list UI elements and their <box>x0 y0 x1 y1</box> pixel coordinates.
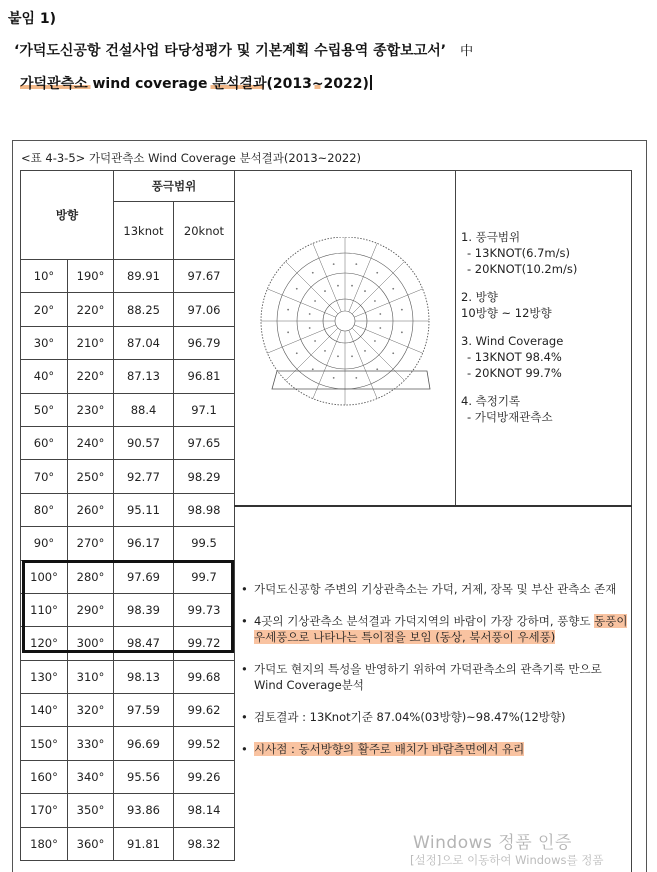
coverage-20knot-cell: 99.5 <box>174 527 235 560</box>
table-row <box>21 360 235 393</box>
table-row <box>21 760 235 793</box>
coverage-13knot-cell: 97.59 <box>114 694 174 727</box>
activation-watermark-hint[interactable]: [설정]으로 이동하여 Windows를 정품 <box>410 853 604 867</box>
wind-rose-grid <box>261 237 429 405</box>
finding-result <box>241 709 631 725</box>
coverage-20knot-cell: 98.29 <box>174 460 235 493</box>
rose-frequency-mark <box>401 331 403 333</box>
opposite-direction-cell: 260° <box>68 493 114 526</box>
coverage-13knot-cell: 95.56 <box>114 760 174 793</box>
rose-ring <box>335 311 355 331</box>
coverage-13knot-cell: 89.91 <box>114 260 174 293</box>
coverage-20knot-cell: 99.73 <box>174 593 235 626</box>
coverage-13knot-cell: 95.11 <box>114 493 174 526</box>
coverage-13knot-cell: 98.39 <box>114 593 174 626</box>
rose-frequency-mark <box>337 285 339 287</box>
note-direction <box>461 289 577 321</box>
rose-frequency-mark <box>376 272 378 274</box>
direction-cell: 30° <box>21 326 68 359</box>
finding-method <box>241 661 631 693</box>
opposite-direction-cell: 300° <box>68 627 114 660</box>
header-direction: 방향 <box>21 171 114 260</box>
coverage-13knot-cell: 90.57 <box>114 426 174 459</box>
direction-cell: 20° <box>21 293 68 326</box>
note-1-b: - 20KNOT(10.2m/s) <box>467 262 578 276</box>
direction-cell: 70° <box>21 460 68 493</box>
table-caption: <표 4-3-5> 가덕관측소 Wind Coverage 분석결과(2013~2022) <box>21 151 362 165</box>
direction-cell: 180° <box>21 827 68 860</box>
opposite-direction-cell: 230° <box>68 393 114 426</box>
table-row <box>21 660 235 693</box>
rose-frequency-mark <box>355 377 357 379</box>
opposite-direction-cell: 190° <box>68 260 114 293</box>
coverage-13knot-cell: 88.25 <box>114 293 174 326</box>
coverage-20knot-cell: 99.26 <box>174 760 235 793</box>
coverage-13knot-cell: 98.13 <box>114 660 174 693</box>
table-row <box>21 426 235 459</box>
coverage-13knot-cell: 97.69 <box>114 560 174 593</box>
coverage-13knot-cell: 91.81 <box>114 827 174 860</box>
table-row <box>21 493 235 526</box>
opposite-direction-cell: 280° <box>68 560 114 593</box>
rose-frequency-mark <box>392 288 394 290</box>
coverage-20knot-cell: 97.65 <box>174 426 235 459</box>
note-2-a: 10방향 ~ 12방향 <box>461 306 552 320</box>
coverage-20knot-cell: 98.98 <box>174 493 235 526</box>
rose-frequency-mark <box>401 309 403 311</box>
direction-cell: 110° <box>21 593 68 626</box>
table-row <box>21 527 235 560</box>
rose-frequency-mark <box>314 300 316 302</box>
rose-sector-line <box>286 328 338 380</box>
coverage-20knot-cell: 97.1 <box>174 393 235 426</box>
coverage-20knot-cell: 97.06 <box>174 293 235 326</box>
note-1-a: - 13KNOT(6.7m/s) <box>467 246 570 260</box>
note-3-b: - 20KNOT 99.7% <box>467 366 562 380</box>
opposite-direction-cell: 330° <box>68 727 114 760</box>
opposite-direction-cell: 360° <box>68 827 114 860</box>
table-row <box>21 260 235 293</box>
rose-sector-line <box>286 262 338 314</box>
direction-cell: 160° <box>21 760 68 793</box>
rose-sector-line <box>352 328 404 380</box>
rose-sector-line <box>352 262 404 314</box>
direction-cell: 130° <box>21 660 68 693</box>
rose-frequency-mark <box>296 352 298 354</box>
bullet-dot: • <box>241 742 248 756</box>
coverage-13knot-cell: 98.47 <box>114 627 174 660</box>
table-row <box>21 627 235 660</box>
rose-frequency-mark <box>324 350 326 352</box>
finding-1-text: 가덕도신공항 주변의 기상관측소는 가덕, 거제, 장목 및 부산 관측소 존재 <box>254 582 617 596</box>
rose-frequency-mark <box>374 300 376 302</box>
subtitle-text: 가덕관측소 wind coverage 분석결과(2013~2022) <box>20 76 369 92</box>
finding-2-text: 4곳의 기상관측소 분석결과 가덕지역의 바람이 가장 강하며, 풍향도 <box>254 614 595 628</box>
notes-panel <box>461 229 577 437</box>
coverage-13knot-cell: 96.69 <box>114 727 174 760</box>
rose-frequency-mark <box>312 368 314 370</box>
direction-cell: 120° <box>21 627 68 660</box>
note-record <box>461 393 577 425</box>
panel-divider-vertical <box>455 170 456 505</box>
rose-frequency-mark <box>374 340 376 342</box>
direction-cell: 140° <box>21 694 68 727</box>
coverage-20knot-cell: 96.81 <box>174 360 235 393</box>
rose-frequency-mark <box>309 313 311 315</box>
finding-3-text: 가덕도 현지의 특성을 반영하기 위하여 가덕관측소의 관측기록 만으로 Wind Coverage분석 <box>254 662 602 692</box>
coverage-20knot-cell: 99.68 <box>174 660 235 693</box>
rose-frequency-mark <box>351 355 353 357</box>
rose-frequency-mark <box>392 352 394 354</box>
rose-frequency-mark <box>333 263 335 265</box>
report-title-mid: 中 <box>460 44 474 59</box>
findings-list <box>241 581 631 773</box>
rose-frequency-mark <box>333 377 335 379</box>
note-3-title: 3. Wind Coverage <box>461 334 564 348</box>
direction-cell: 100° <box>21 560 68 593</box>
coverage-13knot-cell: 92.77 <box>114 460 174 493</box>
rose-frequency-mark <box>314 340 316 342</box>
opposite-direction-cell: 310° <box>68 660 114 693</box>
rose-frequency-mark <box>324 290 326 292</box>
table-row <box>21 326 235 359</box>
rose-frequency-mark <box>376 368 378 370</box>
rose-frequency-mark <box>351 285 353 287</box>
note-4-title: 4. 측정기록 <box>461 394 521 408</box>
coverage-20knot-cell: 97.67 <box>174 260 235 293</box>
bullet-dot: • <box>241 710 248 724</box>
note-1-title: 1. 풍극범위 <box>461 230 521 244</box>
coverage-13knot-cell: 96.17 <box>114 527 174 560</box>
direction-cell: 150° <box>21 727 68 760</box>
table-row <box>21 560 235 593</box>
finding-4-text: 검토결과 : 13Knot기준 87.04%(03방향)~98.47%(12방향) <box>254 710 566 724</box>
finding-implication <box>241 741 631 757</box>
direction-cell: 90° <box>21 527 68 560</box>
direction-cell: 170° <box>21 794 68 827</box>
bullet-dot: • <box>241 662 248 676</box>
attachment-label: 붙임 1) <box>8 11 57 27</box>
rose-frequency-mark <box>364 350 366 352</box>
activation-watermark-title: Windows 정품 인증 <box>413 833 572 853</box>
finding-stations <box>241 581 631 597</box>
table-row <box>21 727 235 760</box>
rose-frequency-mark <box>379 313 381 315</box>
coverage-13knot-cell: 87.04 <box>114 326 174 359</box>
report-title <box>14 40 473 60</box>
note-4-a: - 가덕방재관측소 <box>467 410 553 424</box>
opposite-direction-cell: 250° <box>68 460 114 493</box>
note-3-a: - 13KNOT 98.4% <box>467 350 562 364</box>
runway-outline <box>272 371 430 389</box>
finding-2-highlight: 동풍이 우세풍으로 나타나는 특이점을 보임 (동상, 북서풍이 우세풍) <box>254 614 628 644</box>
finding-5-highlight: 시사점 : 동서방향의 활주로 배치가 바람측면에서 유리 <box>254 742 525 756</box>
coverage-20knot-cell: 99.52 <box>174 727 235 760</box>
coverage-20knot-cell: 98.32 <box>174 827 235 860</box>
bullet-dot: • <box>241 582 248 596</box>
rose-frequency-mark <box>287 309 289 311</box>
table-frame <box>12 140 647 872</box>
coverage-20knot-cell: 99.72 <box>174 627 235 660</box>
note-wind-range <box>461 229 577 277</box>
opposite-direction-cell: 340° <box>68 760 114 793</box>
coverage-13knot-cell: 88.4 <box>114 393 174 426</box>
finding-analysis <box>241 613 631 645</box>
opposite-direction-cell: 220° <box>68 293 114 326</box>
table-row <box>21 593 235 626</box>
text-cursor <box>370 75 372 90</box>
coverage-20knot-cell: 99.62 <box>174 694 235 727</box>
subtitle <box>20 73 372 93</box>
rose-frequency-mark <box>379 327 381 329</box>
direction-cell: 50° <box>21 393 68 426</box>
coverage-13knot-cell: 93.86 <box>114 794 174 827</box>
direction-cell: 80° <box>21 493 68 526</box>
rose-frequency-mark <box>287 331 289 333</box>
opposite-direction-cell: 220° <box>68 360 114 393</box>
opposite-direction-cell: 240° <box>68 426 114 459</box>
table-row <box>21 827 235 860</box>
note-wind-coverage <box>461 333 577 381</box>
rose-frequency-mark <box>355 263 357 265</box>
coverage-20knot-cell: 99.7 <box>174 560 235 593</box>
direction-cell: 10° <box>21 260 68 293</box>
wind-rose-diagram <box>247 237 443 415</box>
table-row <box>21 460 235 493</box>
note-2-title: 2. 방향 <box>461 290 498 304</box>
opposite-direction-cell: 210° <box>68 326 114 359</box>
rose-frequency-mark <box>309 327 311 329</box>
header-13knot: 13knot <box>114 202 174 260</box>
bullet-dot: • <box>241 614 248 628</box>
table-row <box>21 794 235 827</box>
opposite-direction-cell: 290° <box>68 593 114 626</box>
header-20knot: 20knot <box>174 202 235 260</box>
rose-frequency-mark <box>296 288 298 290</box>
opposite-direction-cell: 270° <box>68 527 114 560</box>
opposite-direction-cell: 320° <box>68 694 114 727</box>
table-row <box>21 393 235 426</box>
table-row <box>21 293 235 326</box>
report-title-text: ‘가덕도신공항 건설사업 타당성평가 및 기본계획 수립용역 종합보고서’ <box>14 43 447 59</box>
rose-frequency-mark <box>364 290 366 292</box>
direction-cell: 60° <box>21 426 68 459</box>
rose-frequency-mark <box>312 272 314 274</box>
coverage-20knot-cell: 98.14 <box>174 794 235 827</box>
panel-divider-horizontal <box>234 505 632 507</box>
header-wind-range: 풍극범위 <box>114 171 235 202</box>
wind-coverage-table <box>20 170 235 861</box>
coverage-13knot-cell: 87.13 <box>114 360 174 393</box>
opposite-direction-cell: 350° <box>68 794 114 827</box>
coverage-20knot-cell: 96.79 <box>174 326 235 359</box>
table-row <box>21 694 235 727</box>
direction-cell: 40° <box>21 360 68 393</box>
rose-frequency-mark <box>337 355 339 357</box>
